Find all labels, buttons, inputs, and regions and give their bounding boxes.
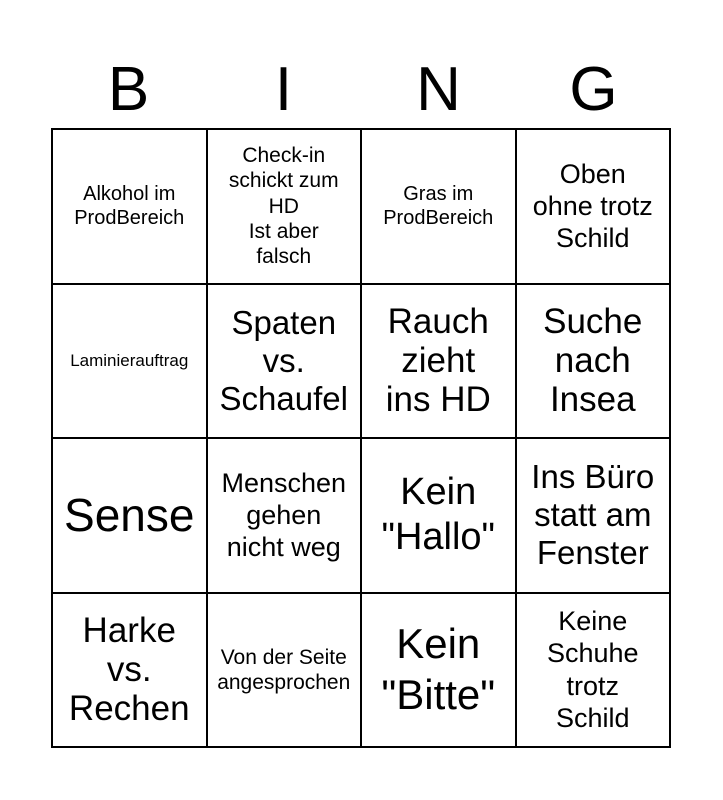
bingo-cell[interactable] xyxy=(517,285,672,440)
bingo-cell[interactable] xyxy=(362,130,517,285)
bingo-cell[interactable] xyxy=(53,130,208,285)
cell-text: Oben ohne trotz Schild xyxy=(532,158,653,254)
cell-text: Keine Schuhe trotz Schild xyxy=(546,605,639,734)
bingo-cell[interactable] xyxy=(53,439,208,594)
bingo-cell[interactable] xyxy=(208,285,363,440)
cell-text: Ins Büro statt am Fenster xyxy=(531,458,655,572)
header-letter-g: G xyxy=(569,55,618,124)
bingo-cell[interactable] xyxy=(208,594,363,749)
header-letter-n: N xyxy=(416,55,461,124)
bingo-cell[interactable] xyxy=(362,439,517,594)
cell-text: Alkohol im ProdBereich xyxy=(74,183,185,230)
bingo-cell[interactable] xyxy=(362,285,517,440)
bingo-cell[interactable] xyxy=(362,594,517,749)
cell-text: Von der Seite angesprochen xyxy=(217,645,351,694)
cell-text: Gras im ProdBereich xyxy=(383,183,494,230)
cell-text: Harke vs. Rechen xyxy=(68,610,190,729)
cell-text: Kein "Hallo" xyxy=(381,470,496,559)
header-letter-b: B xyxy=(107,55,150,124)
bingo-board xyxy=(51,128,671,748)
bingo-cell[interactable] xyxy=(53,594,208,749)
bingo-cell[interactable] xyxy=(53,285,208,440)
header-letter-o xyxy=(671,52,723,128)
cell-text: Menschen gehen nicht weg xyxy=(221,467,347,563)
bingo-cell[interactable] xyxy=(208,130,363,285)
cell-text: Sense xyxy=(64,488,195,541)
cell-text: Laminierauftrag xyxy=(70,350,189,370)
cell-text: Check-in schickt zum HD Ist aber falsch xyxy=(228,144,339,269)
bingo-cell[interactable] xyxy=(517,130,672,285)
cell-text: Spaten vs. Schaufel xyxy=(219,303,348,417)
cell-text: Kein "Bitte" xyxy=(381,620,496,718)
bingo-cell[interactable] xyxy=(208,439,363,594)
bingo-cell[interactable] xyxy=(517,439,672,594)
header-letter-i: I xyxy=(274,55,293,124)
cell-text: Suche nach Insea xyxy=(543,301,643,420)
bingo-cell[interactable] xyxy=(517,594,672,749)
cell-text: Rauch zieht ins HD xyxy=(385,301,491,420)
bingo-header xyxy=(51,52,671,128)
